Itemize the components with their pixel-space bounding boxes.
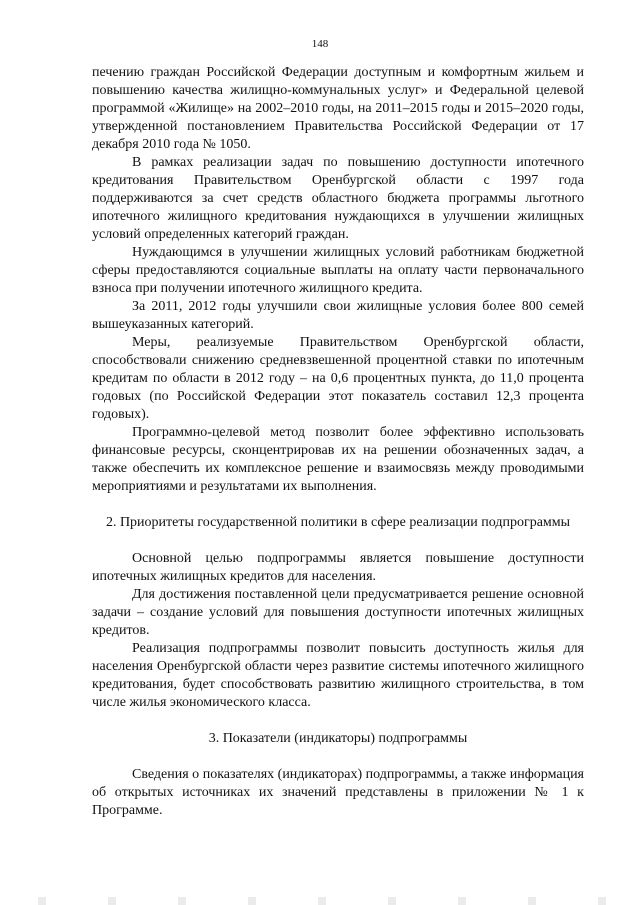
- paragraph: Реализация подпрограммы позволит повысить доступность жилья для населения Оренбургской области через развитие системы ипотечного жилищного кредитования, будет способствовать развитию жилищного строительства, в том числе жилья экономического класса.: [92, 641, 584, 710]
- paragraph: Сведения о показателях (индикаторах) подпрограммы, а также информация об открытых источниках их значений представлены в приложении № 1 к Программе.: [92, 767, 584, 818]
- scan-edge-artifact: [0, 897, 640, 905]
- paragraph: Программно-целевой метод позволит более эффективно использовать финансовые ресурсы, сконцентрировав их на решении обозначенных задач, а также обеспечить их комплексное решение и взаимосвязь между проводимыми мероприятиями и результатами их выполнения.: [92, 425, 584, 494]
- page-number: 148: [311, 38, 329, 50]
- paragraph: Нуждающимся в улучшении жилищных условий работникам бюджетной сферы предоставляются социальные выплаты на оплату части первоначального взноса при получении ипотечного жилищного кредита.: [92, 245, 584, 296]
- document-body: [92, 64, 584, 820]
- paragraph: За 2011, 2012 годы улучшили свои жилищные условия более 800 семей вышеуказанных категорий.: [92, 299, 584, 332]
- paragraph: В рамках реализации задач по повышению доступности ипотечного кредитования Правительством Оренбургской области с 1997 года поддерживаются за счет средств областного бюджета программы льготного ипотечного жилищного кредитования нуждающихся в улучшении жилищных условий определенных категорий граждан.: [92, 155, 584, 242]
- section-3-heading: 3. Показатели (индикаторы) подпрограммы: [208, 731, 468, 746]
- paragraph: Для достижения поставленной цели предусматривается решение основной задачи – создание условий для повышения доступности ипотечных жилищных кредитов.: [92, 587, 584, 638]
- paragraph: Меры, реализуемые Правительством Оренбургской области, способствовали снижению средневзвешенной процентной ставки по ипотечным кредитам по области в 2012 году – на 0,6 процентных пункта, до 11,0 процента годовых (по Российской Федерации этот показатель составил 12,3 процента годовых).: [92, 335, 584, 422]
- paragraph: печению граждан Российской Федерации доступным и комфортным жильем и повышению качества жилищно-коммунальных услуг» и Федеральной целевой программой «Жилище» на 2002–2010 годы, на 2011–2015 годы и 2015–2020 годы, утвержденной постановлением Правительства Российской Федерации от 17 декабря 2010 года № 1050.: [92, 65, 584, 152]
- section-2-heading: 2. Приоритеты государственной политики в сфере реализации подпрограммы: [105, 515, 571, 530]
- paragraph: Основной целью подпрограммы является повышение доступности ипотечных жилищных кредитов для населения.: [92, 551, 584, 584]
